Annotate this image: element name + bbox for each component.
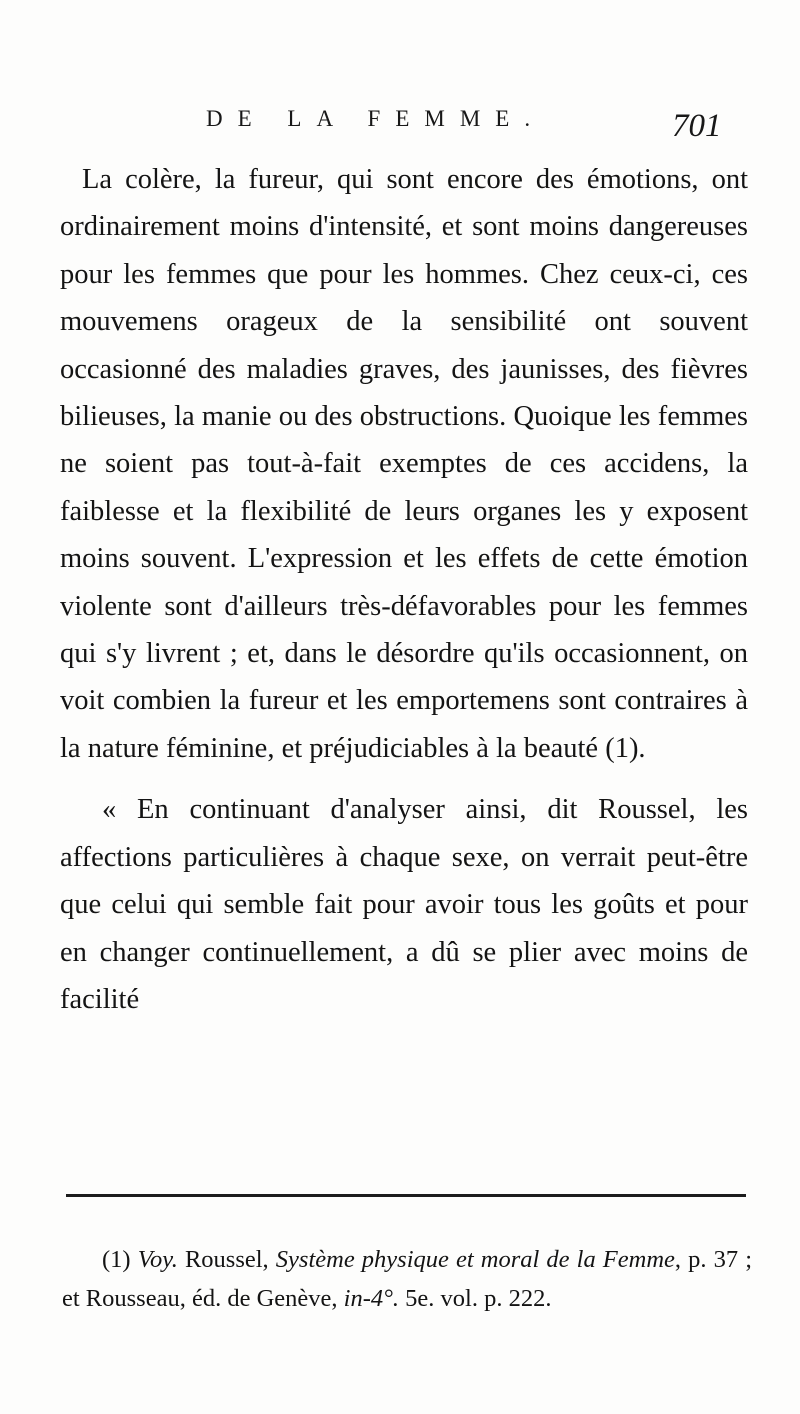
footnote <box>62 1240 752 1318</box>
footnote-format: in-4°. <box>343 1285 400 1312</box>
footnote-abbreviation: Voy. <box>137 1246 178 1273</box>
footnote-separator-rule <box>66 1194 746 1197</box>
running-title: DE LA FEMME. <box>206 106 546 131</box>
page-number: 701 <box>672 108 722 144</box>
main-text <box>60 156 748 1023</box>
footnote-work-title: Système physique et moral de la Femme <box>275 1246 675 1273</box>
footnote-author: Roussel, <box>184 1246 269 1273</box>
paragraph: La colère, la fureur, qui sont encore des émotions, ont ordinairement moins d'intensité, et sont moins dangereuses pour les femmes que pour les hommes. Chez ceux-ci, ces mouvemens orageux de la sensibilité ont souvent occasionné des maladies graves, des jaunisses, des fièvres bilieuses, la manie ou des obstructions. Quoique les femmes ne soient pas tout-à-fait exemptes de ces accidens, la faiblesse et la flexibilité de leurs organes les y exposent moins souvent. L'expression et les effets de cette émotion violente sont d'ailleurs très-défavorables pour les femmes qui s'y livrent ; et, dans le désordre qu'ils occasionnent, on voit combien la fureur et les emportemens sont contraires à la nature féminine, et préjudiciables à la beauté (1). <box>60 164 748 764</box>
footnote-marker: (1) <box>102 1246 131 1273</box>
paragraph: « En continuant d'analyser ainsi, dit Roussel, les affections particulières à chaque sexe, on verrait peut-être que celui qui semble fait pour avoir tous les goûts et pour en changer continuellement, a dû se plier avec moins de facilité <box>60 794 748 1015</box>
footnote-volume: 5e. vol. p. 222. <box>405 1285 552 1312</box>
footnote-reference: , p. 37 ; et Rousseau, éd. de Genève, <box>62 1246 753 1312</box>
